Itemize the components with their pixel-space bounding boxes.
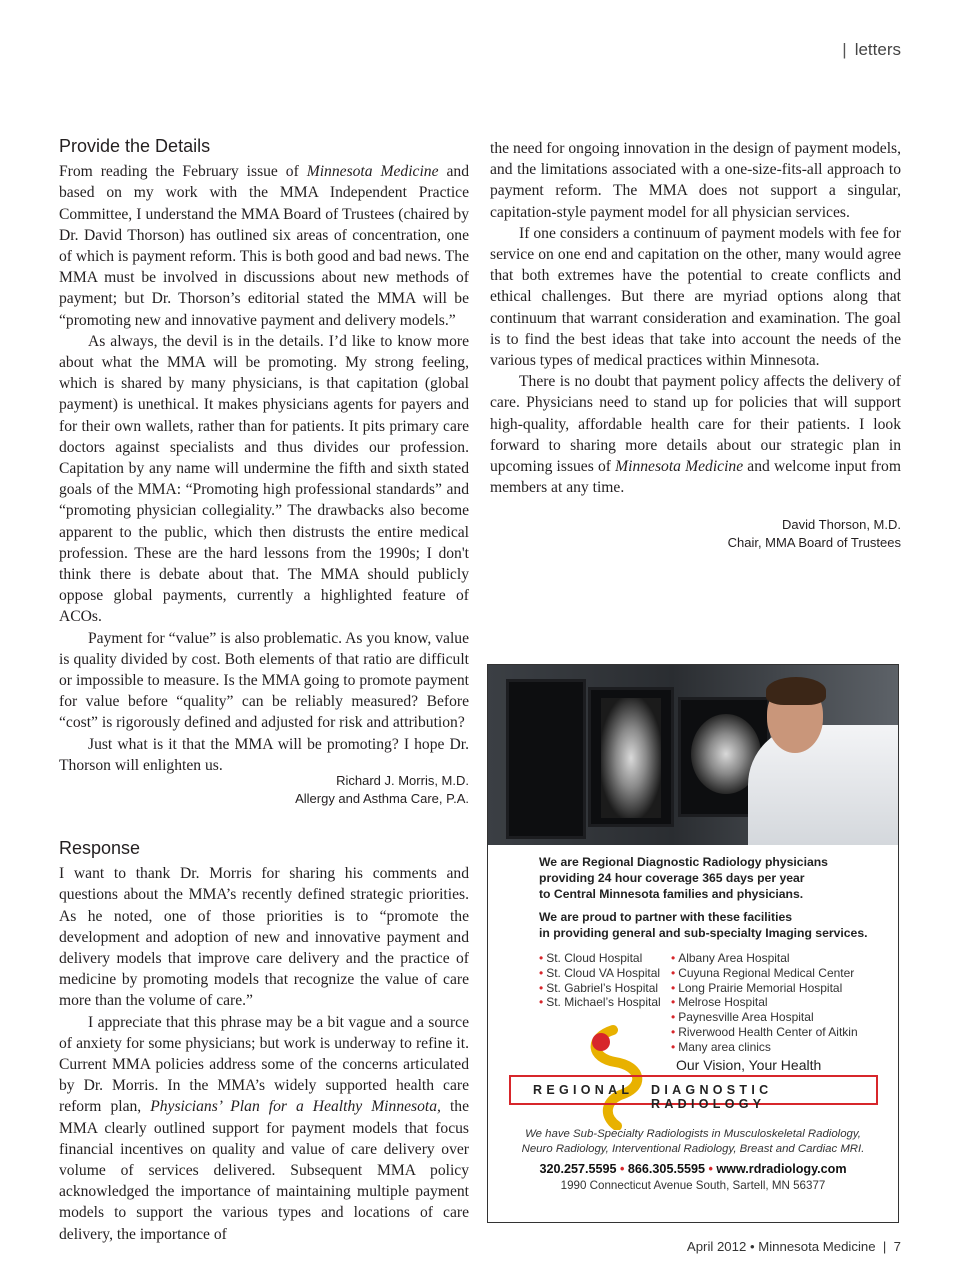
ad-intro-line-3: to Central Minnesota families and physicians. <box>539 887 804 901</box>
response-article <box>59 838 469 1245</box>
response-signature-title: Chair, MMA Board of Trustees <box>727 535 901 550</box>
ad-monitor-spine <box>588 687 674 827</box>
facility-item-1: • Albany Area Hospital <box>671 951 858 966</box>
response-paragraph-2 <box>59 1012 469 1245</box>
ad-address: 1990 Connecticut Avenue South, Sartell, MN 56377 <box>560 1179 826 1192</box>
footer-publication: Minnesota Medicine <box>758 1239 876 1254</box>
ad-contact-line <box>498 1162 888 1176</box>
letter-paragraph-2: As always, the devil is in the details. I’d like to know more about what the MMA will be promoting. My strong feeling, which is shared by many physicians, is that capitation (global payment) is unethical. It makes physicians agents for payers and for their own wallets, rather than for patients. It pits primary care doctors against specialists and thus divides our profession. Capitation by any name will undermine the fifth and sixth stated goals of the MMA: “Promoting high professional standards” and “promoting physician collegiality.” The drawbacks also become apparent to the public, which then distrusts the entire medical profession. These are the hard lessons from the 1990s; I don't think there is debate about that. The MMA should publicly oppose global payments, currently a highlighted feature of ACOs. <box>59 332 469 626</box>
ad-subspecialty-text <box>498 1127 888 1156</box>
facility-item-6: • Riverwood Health Center of Aitkin <box>671 1025 858 1040</box>
ad-intro-line-2: providing 24 hour coverage 365 days per year <box>539 871 805 885</box>
facility-item-3: • St. Gabriel’s Hospital <box>539 981 661 996</box>
bullet-separator: • <box>708 1162 717 1176</box>
footer-page-number: 7 <box>893 1239 901 1254</box>
section-tag <box>842 40 901 60</box>
facility-item-7: • Many area clinics <box>671 1040 858 1055</box>
letter-heading: Provide the Details <box>59 136 211 156</box>
facility-item-3: • Long Prairie Memorial Hospital <box>671 981 858 996</box>
ad-doctor-hair <box>766 677 826 705</box>
letter-signature-org: Allergy and Asthma Care, P.A. <box>295 791 469 806</box>
facility-item-4: • St. Michael’s Hospital <box>539 995 661 1010</box>
response-paragraph-4 <box>490 371 901 498</box>
facility-list-2 <box>671 951 858 1055</box>
ad-subspecialty-line-2: Neuro Radiology, Interventional Radiology, Breast and Cardiac MRI. <box>521 1142 865 1155</box>
letter-paragraph-3: Payment for “value” is also problematic. As you know, value is quality divided by cost. Both elements of that ratio are difficult or impossible to measure. Is the MMA going to promote payment for value before “quality” can be reliably measured? Before “cost” is rigorously defined and adjusted for risk and attribution? <box>59 629 469 732</box>
ad-monitor-left <box>506 679 586 839</box>
letter-p1-text-a: From reading the February issue of <box>59 163 307 181</box>
facility-item-4: • Melrose Hospital <box>671 995 858 1010</box>
facility-item-2: • Cuyuna Regional Medical Center <box>671 966 858 981</box>
section-divider: | <box>842 40 847 59</box>
facility-item-5: • Paynesville Area Hospital <box>671 1010 858 1025</box>
bullet-separator: • <box>620 1162 628 1176</box>
ad-photo-radiologist <box>488 665 898 845</box>
ad-intro-line-1: We are Regional Diagnostic Radiology physicians <box>539 855 828 869</box>
ad-partner-text <box>539 909 889 941</box>
letter-paragraph-4: Just what is it that the MMA will be promoting? I hope Dr. Thorson will enlighten us. <box>59 735 469 774</box>
ad-logo-diagnostic-radiology: DIAGNOSTIC RADIOLOGY <box>651 1083 773 1111</box>
ad-subspecialty-line-1: We have Sub-Specialty Radiologists in Musculoskeletal Radiology, <box>525 1128 861 1140</box>
ad-website-link[interactable]: www.rdradiology.com <box>716 1162 847 1176</box>
letter-p1-publication: Minnesota Medicine <box>306 163 439 181</box>
facility-item-2: • St. Cloud VA Hospital <box>539 966 661 981</box>
ad-logo-regional: REGIONAL <box>533 1083 634 1097</box>
ad-tagline: Our Vision, Your Health <box>676 1057 822 1073</box>
footer-issue: April 2012 <box>686 1239 747 1254</box>
ad-phone-tollfree[interactable]: 866.305.5595 <box>627 1162 705 1176</box>
facility-list-1 <box>539 951 661 1010</box>
response-paragraph-1: I want to thank Dr. Morris for sharing his comments and questions about the MMA’s recently defined strategic priorities. As he noted, one of those priorities is to “promote the development and adoption of new and innovative payment and delivery models that improve care delivery and the practice of medicine by promoting models that recognize the value of care more than the volume of care.” <box>59 865 469 1010</box>
response-p2-text-a: I appreciate that this phrase may be a bit vague and a source of anxiety for some physicians; but work is underway to refine it. Current MMA policies address some of the concerns articulated by Dr. Morris. In the MMA’s widely supported health care reform plan, <box>59 1013 469 1116</box>
letter-article <box>59 136 469 776</box>
ad-partner-line-2: in providing general and sub-specialty Imaging services. <box>539 926 868 940</box>
letter-paragraph-1 <box>59 161 469 331</box>
response-signature-name: David Thorson, M.D. <box>782 517 901 532</box>
letter-signature-name: Richard J. Morris, M.D. <box>336 773 469 788</box>
footer-bullet: • <box>749 1239 759 1254</box>
section-label: letters <box>854 40 901 59</box>
ad-doctor-coat <box>748 725 898 845</box>
letter-signature <box>59 772 469 808</box>
ad-intro <box>539 854 879 902</box>
footer-divider: | <box>879 1239 894 1254</box>
response-p4-text-b: and welcome input from members at any time. <box>490 458 901 497</box>
response-p2-plan-title: Physicians’ Plan for a Healthy Minnesota, <box>150 1098 441 1116</box>
response-continuation <box>490 138 901 498</box>
facility-item-1: • St. Cloud Hospital <box>539 951 661 966</box>
response-paragraph-3: If one considers a continuum of payment models with fee for service on one end and capitation on the other, many would agree that both extremes have the potential to create conflicts and ethical challenges. But there are myriad options along that continuum that warrant consideration and examination. The goal is to find the best ideas that take into account the needs of the various types of medical practices within Minnesota. <box>490 224 901 370</box>
response-paragraph-2-continued: the need for ongoing innovation in the design of payment models, and the limitations associated with a one-size-fits-all approach to payment reform. The MMA does not support a singular, capitation-style payment model for all physician services. <box>490 140 901 221</box>
response-signature <box>490 516 901 552</box>
ad-partner-line-1: We are proud to partner with these facilities <box>539 910 793 924</box>
letter-p1-text-b: and based on my work with the MMA Independent Practice Committee, I understand the MMA Board of Trustees (chaired by Dr. David Thorson) has outlined six areas of concentration, one of which is payment reform. This is both good and bad news. The MMA must be involved in discussions about new methods of payment; but Dr. Thorson’s editorial stated the MMA will be “promoting new and innovative payment and delivery models.” <box>59 163 469 329</box>
page-footer <box>687 1239 901 1254</box>
response-p4-text-a: There is no doubt that payment policy affects the delivery of care. Physicians need to stand up for policies that will support high-quality, affordable health care for their patients. I look forward to sharing more details about our strategic plan in upcoming issues of <box>490 373 901 476</box>
ad-logo-wordmark <box>509 1075 878 1111</box>
response-p4-publication: Minnesota Medicine <box>615 458 744 476</box>
response-p2-text-b: the MMA clearly outlined support for payment models that focus financial incentives on quality and value of care delivery over volume of services delivered. Subsequent MMA policy acknowledged the importance of maintaining multiple payment models to support the various types and locations of care delivery, the importance of <box>59 1098 470 1243</box>
response-heading: Response <box>59 838 141 858</box>
radiology-advertisement <box>487 664 899 1223</box>
ad-phone-local[interactable]: 320.257.5595 <box>539 1162 617 1176</box>
